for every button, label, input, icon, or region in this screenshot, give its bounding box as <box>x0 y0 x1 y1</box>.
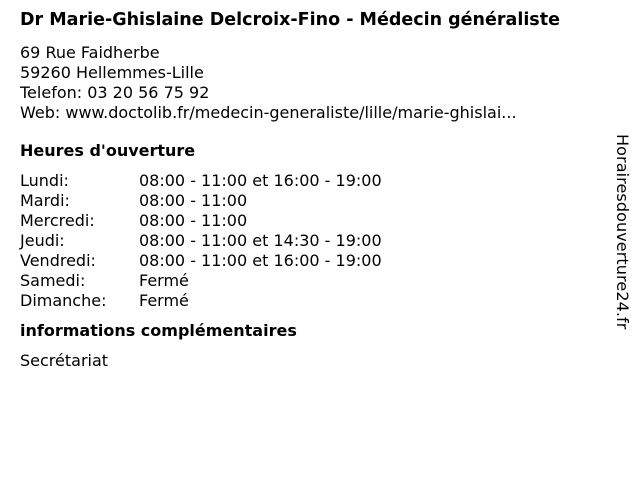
listing-content <box>20 10 610 371</box>
day-label: Mercredi: <box>20 211 95 230</box>
hours-value: 08:00 - 11:00 <box>139 191 248 210</box>
hours-row-wednesday <box>20 211 610 231</box>
street-address: 69 Rue Faidherbe <box>20 43 160 62</box>
phone-number[interactable]: Telefon: 03 20 56 75 92 <box>20 83 210 102</box>
hours-row-tuesday <box>20 191 610 211</box>
hours-row-thursday <box>20 231 610 251</box>
side-brand-watermark: Horairesdouverture24.fr <box>613 134 632 330</box>
hours-value: Fermé <box>139 291 189 310</box>
hours-value: 08:00 - 11:00 <box>139 211 248 230</box>
city-address: 59260 Hellemmes-Lille <box>20 63 204 82</box>
hours-row-friday <box>20 251 610 271</box>
day-label: Samedi: <box>20 271 86 290</box>
opening-hours-heading: Heures d'ouverture <box>20 141 196 160</box>
day-label: Lundi: <box>20 171 69 190</box>
address-block <box>20 43 610 123</box>
hours-value: 08:00 - 11:00 et 16:00 - 19:00 <box>139 251 382 270</box>
hours-row-saturday <box>20 271 610 291</box>
day-label: Vendredi: <box>20 251 96 270</box>
day-label: Dimanche: <box>20 291 107 310</box>
hours-row-sunday <box>20 291 610 311</box>
additional-info-list <box>20 351 610 371</box>
website-link[interactable]: Web: www.doctolib.fr/medecin-generaliste/lille/marie-ghislai... <box>20 103 517 122</box>
hours-value: 08:00 - 11:00 et 16:00 - 19:00 <box>139 171 382 190</box>
opening-hours-table <box>20 171 610 311</box>
day-label: Jeudi: <box>20 231 65 250</box>
additional-info-item: Secrétariat <box>20 351 109 370</box>
hours-value: 08:00 - 11:00 et 14:30 - 19:00 <box>139 231 382 250</box>
hours-value: Fermé <box>139 271 189 290</box>
practitioner-title: Dr Marie-Ghislaine Delcroix-Fino - Médecin généraliste <box>20 10 560 30</box>
day-label: Mardi: <box>20 191 70 210</box>
hours-row-monday <box>20 171 610 191</box>
additional-info-heading: informations complémentaires <box>20 321 297 340</box>
